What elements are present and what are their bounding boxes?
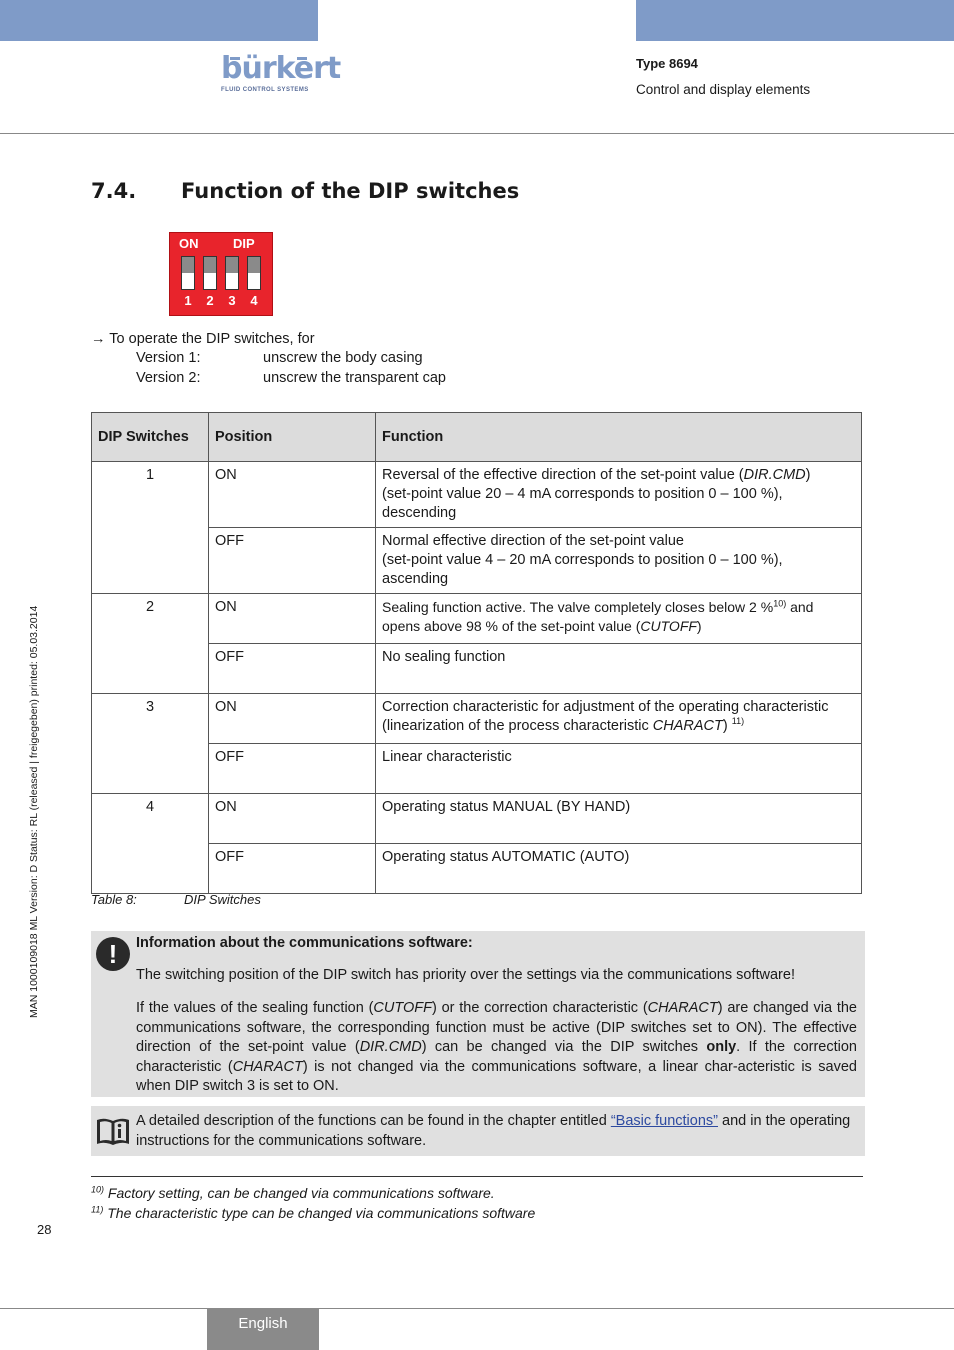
logo-word: bürkert xyxy=(221,51,341,86)
exclamation-icon: ! xyxy=(96,937,130,971)
function-cell: Linear characteristic xyxy=(376,744,862,794)
footnote-divider xyxy=(91,1176,863,1177)
column-header: Position xyxy=(209,413,376,462)
note-paragraph-1: The switching position of the DIP switch has priority over the settings via the communications software! xyxy=(136,967,795,983)
section-title: Function of the DIP switches xyxy=(181,179,520,203)
function-cell: Operating status AUTOMATIC (AUTO) xyxy=(376,844,862,894)
document-type: Type 8694 xyxy=(636,56,698,71)
version1-label: Version 1: xyxy=(136,350,201,366)
position-cell: OFF xyxy=(209,744,376,794)
function-cell: Correction characteristic for adjustment of the operating characteristic (linearization of the process characteristic CHARACT) $^{11)}$ xyxy=(376,694,862,744)
info-text: A detailed description of the functions can be found in the chapter entitled “Basic functions” and in the operating instructions for the communications software. xyxy=(136,1113,851,1149)
arrow-icon: → xyxy=(91,331,106,347)
function-cell: Operating status MANUAL (BY HAND) xyxy=(376,794,862,844)
note-title: Information about the communications software: xyxy=(136,935,473,951)
dip-on-label: ON xyxy=(179,236,199,251)
page-number: 28 xyxy=(37,1222,52,1237)
instruction-text: To operate the DIP switches, for xyxy=(109,331,315,347)
position-cell: ON xyxy=(209,794,376,844)
footer-divider xyxy=(0,1308,954,1309)
position-cell: OFF xyxy=(209,844,376,894)
header-divider xyxy=(0,133,954,134)
section-number: 7.4. xyxy=(91,179,137,203)
dip-switch-table xyxy=(91,412,862,894)
dip-switch-2 xyxy=(203,256,217,290)
table-row xyxy=(92,594,862,644)
footnote-10: $^{10)}$ Factory setting, can be changed via communications software. xyxy=(91,1184,495,1201)
switch-number: 4 xyxy=(92,794,209,894)
column-header: Function xyxy=(376,413,862,462)
table-header-row xyxy=(92,413,862,462)
info-note xyxy=(91,1106,865,1156)
caption-label: Table 8: xyxy=(91,892,137,907)
document-status-sidebar: MAN 1000109018 ML Version: D Status: RL (released | freigegeben) printed: 05.03.2014 xyxy=(28,605,40,1018)
document-chapter: Control and display elements xyxy=(636,82,811,97)
dip-switch-4 xyxy=(247,256,261,290)
table-row xyxy=(92,462,862,528)
function-cell: Sealing function active. The valve completely closes below 2 %$^{10)}$ and opens above 98 % of the set-point value (CUTOFF) xyxy=(376,594,862,644)
position-cell: OFF xyxy=(209,528,376,594)
book-info-icon xyxy=(95,1114,131,1148)
logo-subtitle: FLUID CONTROL SYSTEMS xyxy=(221,87,309,93)
instruction-intro xyxy=(91,331,315,347)
switch-number: 1 xyxy=(92,462,209,594)
dip-switch-3 xyxy=(225,256,239,290)
burkert-logo xyxy=(221,51,341,96)
header-bar-right xyxy=(636,0,954,41)
column-header: DIP Switches xyxy=(92,413,209,462)
dip-switch-1 xyxy=(181,256,195,290)
position-cell: ON xyxy=(209,462,376,528)
dip-switch-graphic xyxy=(169,232,273,316)
language-tab: English xyxy=(207,1308,319,1350)
switch-number: 2 xyxy=(92,594,209,694)
function-cell: Normal effective direction of the set-point value (set-point value 4 – 20 mA corresponds to position 0 – 100 %), ascending xyxy=(376,528,862,594)
table-row xyxy=(92,694,862,744)
note-paragraph-2: If the values of the sealing function (CUTOFF) or the correction characteristic (CHARACT) are changed via the communications software, the corresponding function must be active (DIP switches set to ON). The effective direction of the set-point value (DIR.CMD) can be changed via the DIP switches only. If the correction characteristic (CHARACT) is not changed via the communications software, a linear char-acteristic is saved when DIP switch 3 is set to ON. xyxy=(136,1000,857,1094)
warning-note xyxy=(91,931,865,1097)
table-caption xyxy=(91,892,261,907)
footnote-11: $^{11)}$ The characteristic type can be changed via communications software xyxy=(91,1204,536,1221)
version1-text: unscrew the body casing xyxy=(263,350,423,366)
table-row xyxy=(92,794,862,844)
basic-functions-link[interactable]: “Basic functions” xyxy=(610,1113,718,1129)
function-cell: Reversal of the effective direction of the set-point value (DIR.CMD) (set-point value 20 – 4 mA corresponds to position 0 – 100 %), descending xyxy=(376,462,862,528)
function-cell: No sealing function xyxy=(376,644,862,694)
position-cell: OFF xyxy=(209,644,376,694)
header-bar-left xyxy=(0,0,318,41)
version2-text: unscrew the transparent cap xyxy=(263,370,446,386)
dip-label: DIP xyxy=(233,236,255,251)
dip-number-1: 1 xyxy=(184,293,192,308)
position-cell: ON xyxy=(209,694,376,744)
dip-number-4: 4 xyxy=(250,293,258,308)
switch-number: 3 xyxy=(92,694,209,794)
dip-number-2: 2 xyxy=(206,293,214,308)
caption-text: DIP Switches xyxy=(184,892,261,907)
position-cell: ON xyxy=(209,594,376,644)
dip-number-3: 3 xyxy=(228,293,236,308)
version2-label: Version 2: xyxy=(136,370,201,386)
